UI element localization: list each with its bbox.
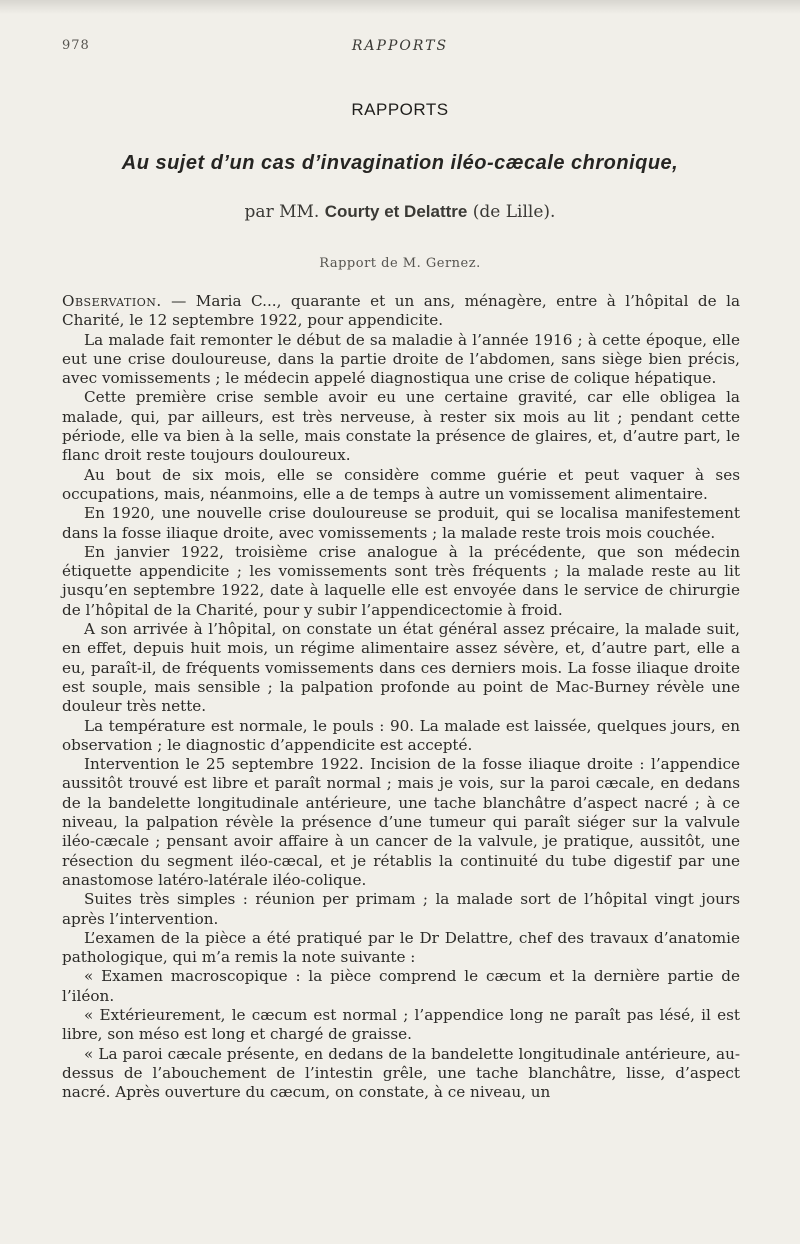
byline-prefix: par MM. bbox=[244, 202, 320, 222]
paragraph: La malade fait remonter le début de sa maladie à l’année 1916 ; à cette époque, elle eut une crise douloureuse, dans la partie droite de l’abdomen, sans siège bien précis, avec vomissements ; le médecin appelé diagnostiqua une crise de colique hépatique. bbox=[62, 330, 740, 388]
paragraph: Intervention le 25 septembre 1922. Incision de la fosse iliaque droite : l’appendice aussitôt trouvé est libre et paraît normal ; mais je vois, sur la paroi cæcale, en dedans de la bandelette longitudinale antérieure, une tache blanchâtre d’aspect nacré ; à ce niveau, la palpation révèle la présence d’une tumeur qui paraît siéger sur la valvule iléo-cæcale ; pensant avoir affaire à un cancer de la valvule, je pratique, aussitôt, une résection du segment iléo-cæcal, et je rétablis la continuité du tube digestif par une anastomose latéro-latérale iléo-colique. bbox=[62, 755, 740, 889]
paragraph: Au bout de six mois, elle se considère comme guérie et peut vaquer à ses occupations, mais, néanmoins, elle a de temps à autre un vomissement alimentaire. bbox=[62, 465, 740, 503]
running-title: RAPPORTS bbox=[351, 38, 449, 54]
byline bbox=[0, 202, 800, 222]
paragraph: La température est normale, le pouls : 90. La malade est laissée, quelques jours, en observation ; le diagnostic d’appendicite est accepté. bbox=[62, 716, 740, 754]
paragraph-text: — Maria C..., quarante et un ans, ménagère, entre à l’hôpital de la Charité, le 12 septembre 1922, pour appendicite. bbox=[62, 292, 740, 330]
paragraph: Cette première crise semble avoir eu une certaine gravité, car elle obligea la malade, qui, par ailleurs, est très nerveuse, à rester six mois au lit ; pendant cette période, elle va bien à la selle, mais constate la présence de glaires, et, d’autre part, le flanc droit reste toujours douloureux. bbox=[62, 388, 740, 465]
page-number: 978 bbox=[62, 38, 90, 53]
paragraph: « La paroi cæcale présente, en dedans de la bandelette longitudinale antérieure, au-dessus de l’abouchement de l’intestin grêle, une tache blanchâtre, lisse, d’aspect nacré. Après ouverture du cæcum, on constate, à ce niveau, un bbox=[62, 1044, 740, 1102]
scan-edge bbox=[0, 0, 800, 14]
report-attribution: Rapport de M. Gernez. bbox=[319, 256, 481, 271]
paragraph: En 1920, une nouvelle crise douloureuse se produit, qui se localisa manifestement dans la fosse iliaque droite, avec vomissements ; la malade reste trois mois couchée. bbox=[62, 504, 740, 542]
body-text bbox=[62, 292, 740, 1102]
affiliation: (de Lille). bbox=[472, 202, 556, 222]
observation-label: Observation. bbox=[62, 292, 162, 310]
running-header bbox=[0, 38, 800, 58]
authors: Courty et Delattre bbox=[324, 202, 468, 221]
paragraph: « Extérieurement, le cæcum est normal ; l’appendice long ne paraît pas lésé, il est libre, son méso est long et chargé de graisse. bbox=[62, 1005, 740, 1044]
paragraph: A son arrivée à l’hôpital, on constate un état général assez précaire, la malade suit, en effet, depuis huit mois, un régime alimentaire assez sévère, et, d’autre part, elle a eu, paraît-il, de fréquents vomissements dans ces derniers mois. La fosse iliaque droite est souple, mais sensible ; la palpation profonde au point de Mac-Burney révèle une douleur très nette. bbox=[62, 620, 740, 716]
article-title: Au sujet d’un cas d’invagination iléo-cæcale chronique, bbox=[121, 152, 679, 174]
section-title: RAPPORTS bbox=[351, 100, 449, 119]
paragraph: Suites très simples : réunion per primam ; la malade sort de l’hôpital vingt jours après l’intervention. bbox=[62, 890, 740, 928]
paragraph: En janvier 1922, troisième crise analogue à la précédente, que son médecin étiquette appendicite ; les vomissements sont très fréquents ; la malade reste au lit jusqu’en septembre 1922, date à laquelle elle est envoyée dans le service de chirurgie de l’hôpital de la Charité, pour y subir l’appendicectomie à froid. bbox=[62, 542, 740, 619]
paragraph bbox=[62, 292, 740, 331]
paragraph: « Examen macroscopique : la pièce comprend le cæcum et la dernière partie de l’iléon. bbox=[62, 967, 740, 1005]
paragraph: L’examen de la pièce a été pratiqué par le Dr Delattre, chef des travaux d’anatomie pathologique, qui m’a remis la note suivante : bbox=[62, 928, 740, 967]
